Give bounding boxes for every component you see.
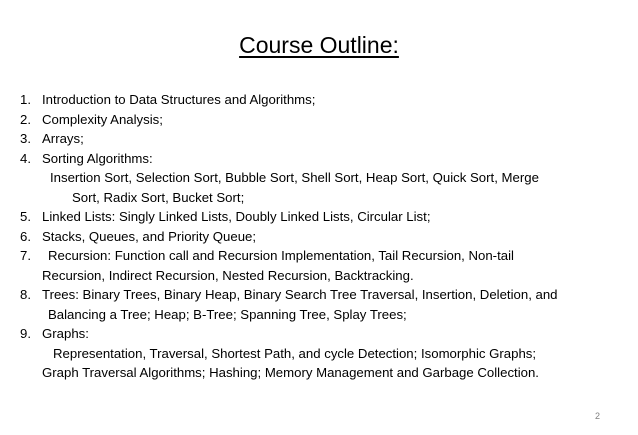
outline-subline bbox=[20, 266, 620, 286]
item-text: Arrays; bbox=[42, 131, 84, 146]
item-text: Trees: Binary Trees, Binary Heap, Binary Search Tree Traversal, Insertion, Deletion, and bbox=[42, 287, 558, 302]
course-outline-list bbox=[20, 90, 620, 383]
outline-item bbox=[20, 285, 620, 305]
item-text: Recursion, Indirect Recursion, Nested Recursion, Backtracking. bbox=[42, 267, 414, 283]
page-number: 2 bbox=[594, 411, 600, 421]
item-number: 9. bbox=[20, 326, 31, 341]
slide-title: Course Outline: bbox=[239, 32, 399, 58]
item-text: Insertion Sort, Selection Sort, Bubble Sort, Shell Sort, Heap Sort, Quick Sort, Merge bbox=[50, 170, 539, 185]
item-text: Complexity Analysis; bbox=[42, 111, 163, 127]
item-text: Sorting Algorithms: bbox=[42, 150, 153, 166]
outline-subline bbox=[20, 168, 620, 188]
outline-item bbox=[20, 149, 620, 169]
outline-item bbox=[20, 324, 620, 344]
item-text: Recursion: Function call and Recursion Implementation, Tail Recursion, Non-tail bbox=[48, 248, 514, 263]
item-number: 5. bbox=[20, 209, 31, 224]
item-number: 7. bbox=[20, 248, 31, 263]
item-number: 6. bbox=[20, 228, 31, 244]
item-text: Linked Lists: Singly Linked Lists, Doubly Linked Lists, Circular List; bbox=[42, 209, 431, 224]
item-text: Representation, Traversal, Shortest Path, and cycle Detection; Isomorphic Graphs; bbox=[53, 345, 537, 361]
item-number: 1. bbox=[20, 92, 31, 107]
item-text: Introduction to Data Structures and Algorithms; bbox=[42, 92, 316, 107]
item-number: 3. bbox=[20, 131, 31, 146]
outline-item bbox=[20, 246, 620, 266]
outline-item bbox=[20, 129, 620, 149]
item-text: Stacks, Queues, and Priority Queue; bbox=[42, 228, 257, 244]
item-number: 8. bbox=[20, 287, 31, 302]
outline-subline bbox=[20, 363, 620, 383]
outline-subline bbox=[20, 188, 620, 208]
outline-subline bbox=[20, 344, 620, 364]
item-text: Graph Traversal Algorithms; Hashing; Memory Management and Garbage Collection. bbox=[42, 365, 539, 380]
item-text: Balancing a Tree; Heap; B-Tree; Spanning Tree, Splay Trees; bbox=[48, 306, 407, 322]
outline-subline bbox=[20, 305, 620, 325]
item-text: Graphs: bbox=[42, 326, 89, 341]
item-number: 4. bbox=[20, 150, 31, 166]
outline-item bbox=[20, 207, 620, 227]
outline-item bbox=[20, 110, 620, 130]
item-text: Sort, Radix Sort, Bucket Sort; bbox=[72, 189, 245, 205]
item-number: 2. bbox=[20, 111, 31, 127]
outline-item bbox=[20, 227, 620, 247]
outline-item bbox=[20, 90, 620, 110]
